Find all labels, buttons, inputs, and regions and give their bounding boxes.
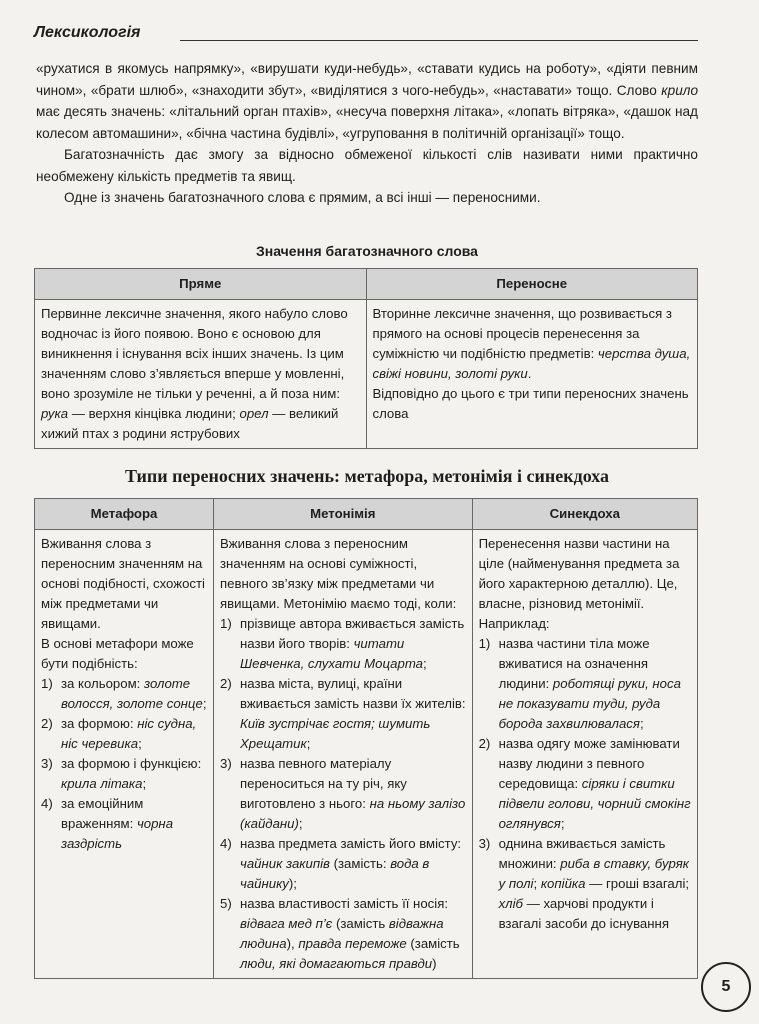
text-run: назва частини тіла може вживатися на означення людини: bbox=[498, 636, 650, 691]
intro-paragraph-2: Багатозначність дає змогу за відносно обмеженої кількості слів називати ними практично необмежену кількість предметів та явищ. bbox=[36, 147, 698, 184]
list-item bbox=[41, 794, 207, 854]
header-figurative: Переносне bbox=[366, 269, 698, 300]
example-text: сіряки і свитки підвели голови, чорний смокінг оглянувся bbox=[498, 776, 691, 831]
text-run: прізвище автора вживається замість назви його творів: bbox=[240, 616, 465, 651]
table2-title: Типи переносних значень: метафора, метонімія і синекдоха bbox=[124, 466, 610, 486]
cell-synecdoche bbox=[472, 530, 697, 979]
example-text: крило bbox=[661, 82, 698, 98]
item-number: 1) bbox=[220, 616, 232, 631]
text-run: ; bbox=[560, 816, 565, 831]
text-run: ; bbox=[138, 736, 142, 751]
list-item bbox=[220, 614, 466, 674]
item-number: 2) bbox=[41, 716, 53, 731]
text-run: назва одягу може замінювати назву людини з певного середовища: bbox=[498, 736, 680, 791]
metaphor-intro: Вживання слова з переносним значенням на основі подібності, схожості між предметами чи явищами. bbox=[41, 536, 205, 631]
list-item bbox=[220, 834, 466, 894]
cell-metaphor bbox=[35, 530, 214, 979]
header-metonymy: Метонімія bbox=[214, 499, 473, 530]
example-text: читати Шевченка, слухати Моцарта bbox=[240, 636, 424, 671]
example-text: крила літака bbox=[61, 776, 143, 791]
text-run: . bbox=[527, 366, 532, 381]
metonymy-intro: Вживання слова з переносним значенням на основі суміжності, певного зв’язку між предметами чи явищами. Метонімію маємо тоді, коли: bbox=[220, 536, 457, 611]
text-run: однина вживається замість множини: bbox=[498, 836, 666, 871]
list-item bbox=[220, 894, 466, 974]
example-text: риба в ставку, буряк у полі bbox=[498, 856, 689, 891]
intro-paragraph-1 bbox=[36, 58, 698, 144]
text-run: за кольором: bbox=[61, 676, 144, 691]
header-divider bbox=[180, 40, 698, 41]
intro-text bbox=[36, 58, 698, 209]
list-item bbox=[220, 754, 466, 834]
synecdoche-lead: Наприклад: bbox=[478, 616, 550, 631]
text-run: за формою: bbox=[61, 716, 138, 731]
cell-figurative bbox=[366, 300, 698, 449]
text-run: Вторинне лексичне значення, що розвивається з прямого на основі процесів перенесення за суміжністю чи подібністю предметів: bbox=[372, 306, 672, 361]
example-text: вода в чайнику bbox=[240, 856, 430, 891]
list-item bbox=[41, 674, 207, 714]
text-run: ); bbox=[288, 876, 297, 891]
list-item bbox=[220, 674, 466, 754]
list-item bbox=[41, 714, 207, 754]
cell-direct bbox=[35, 300, 367, 449]
text-run: ; bbox=[142, 776, 147, 791]
item-number: 2) bbox=[220, 676, 232, 691]
example-text: відважна людина bbox=[240, 916, 444, 951]
text-run: за емоційним враженням: bbox=[61, 796, 144, 831]
example-text: рука bbox=[41, 406, 69, 421]
meanings-table bbox=[34, 268, 698, 449]
list-item bbox=[479, 634, 691, 734]
text-run: — гроші взагалі; bbox=[585, 876, 690, 891]
item-number: 3) bbox=[220, 756, 232, 771]
list-item bbox=[479, 834, 691, 934]
figurative-text bbox=[373, 304, 692, 384]
cell-metonymy bbox=[214, 530, 473, 979]
table1-caption: Значення багатозначного слова bbox=[256, 243, 478, 259]
item-number: 3) bbox=[478, 836, 491, 851]
metaphor-list bbox=[41, 674, 207, 854]
metaphor-lead: В основі метафори може бути подібність: bbox=[41, 636, 194, 671]
synecdoche-list bbox=[479, 634, 691, 934]
text-run: ; bbox=[298, 816, 303, 831]
text-run: ), bbox=[286, 936, 299, 951]
header-synecdoche: Синекдоха bbox=[472, 499, 697, 530]
text-run: ; bbox=[533, 876, 541, 891]
example-text: хліб bbox=[498, 896, 523, 911]
text-run: ; bbox=[306, 736, 311, 751]
text-run: — харчові продукти і взагалі засоби до існування bbox=[498, 896, 669, 931]
figurative-types-table bbox=[34, 498, 698, 979]
metonymy-list bbox=[220, 614, 466, 974]
example-text: чайник закипів bbox=[240, 856, 330, 871]
text-run: (замість: bbox=[329, 856, 391, 871]
item-number: 2) bbox=[478, 736, 491, 751]
example-text: правда переможе bbox=[298, 936, 407, 951]
text-run: назва властивості замість її носія: bbox=[240, 896, 449, 911]
figurative-note: Відповідно до цього є три типи переносних значень слова bbox=[372, 386, 689, 421]
example-text: відвага мед п’є bbox=[240, 916, 333, 931]
text-run: — верхня кінцівка людини; bbox=[68, 406, 240, 421]
example-text: орел bbox=[239, 406, 269, 421]
synecdoche-intro: Перенесення назви частини на ціле (найменування предмета за його характерною деталлю). Це, власне, різновид метонімії. bbox=[478, 536, 680, 611]
text-run: ; bbox=[639, 716, 644, 731]
text-run: «рухатися в якомусь напрямку», «вирушати куди-небудь», «ставати кудись на роботу», «діяти певним чином», «брати шлюб», «знаходити збут», «виділятися з чого-небудь», «наставати» тощо. Слово bbox=[36, 61, 698, 98]
example-text: черства душа, свіжі новини, золоті руки bbox=[372, 346, 691, 381]
example-text: роботящі руки, носа не показувати туди, руда борода захвилювалася bbox=[498, 676, 681, 731]
page-header bbox=[30, 22, 698, 48]
text-run: за формою і функцією: bbox=[61, 756, 202, 771]
list-item bbox=[479, 734, 691, 834]
intro-paragraph-3: Одне із значень багатозначного слова є прямим, а всі інші — переносними. bbox=[64, 190, 541, 205]
item-number: 4) bbox=[41, 796, 53, 811]
item-number: 1) bbox=[41, 676, 53, 691]
text-run: Первинне лексичне значення, якого набуло слово водночас із його появою. Воно є основою для виникнення і існування всіх інших значень. Із цим значенням слово з’являється вперше у мовленні, воно зрозуміле не тільки у реченні, а й поза ним: bbox=[41, 306, 348, 401]
text-run: — великий хижий птах з родини яструбових bbox=[41, 406, 339, 441]
item-number: 4) bbox=[220, 836, 232, 851]
text-run: назва предмета замість його вмісту: bbox=[240, 836, 462, 851]
text-run: назва певного матеріалу переноситься на ту річ, яку виготовлено з нього: bbox=[240, 756, 407, 811]
direct-text bbox=[41, 306, 348, 441]
section-title: Лексикологія bbox=[34, 24, 141, 41]
item-number: 5) bbox=[220, 896, 232, 911]
text-run: назва міста, вулиці, країни вживається замість назви їх жителів: bbox=[240, 676, 466, 711]
example-text: люди, які домагаються правди bbox=[240, 956, 433, 971]
example-text: чорна заздрість bbox=[61, 816, 174, 851]
text-run: ; bbox=[202, 696, 207, 711]
text-run: має десять значень: «літальний орган птахів», «несуча поверхня літака», «лопать вітряка», «дашок над колесом автомашини», «бічна частина будівлі», «угруповання в політичній організації» тощо. bbox=[36, 104, 698, 141]
text-run: (замість bbox=[332, 916, 389, 931]
list-item bbox=[41, 754, 207, 794]
example-text: на ньому залізо (кайдани) bbox=[240, 796, 466, 831]
example-text: золоте волосся, золоте сонце bbox=[61, 676, 203, 711]
text-run: ; bbox=[423, 656, 427, 671]
item-number: 1) bbox=[478, 636, 491, 651]
header-direct: Пряме bbox=[35, 269, 367, 300]
example-text: Київ зустрічає гостя; шумить Хрещатик bbox=[240, 716, 431, 751]
text-run: ) bbox=[432, 956, 437, 971]
example-text: копійка bbox=[540, 876, 586, 891]
header-metaphor: Метафора bbox=[35, 499, 214, 530]
page-number: 5 bbox=[701, 962, 751, 1012]
item-number: 3) bbox=[41, 756, 53, 771]
example-text: ніс судна, ніс черевика bbox=[61, 716, 197, 751]
text-run: (замість bbox=[406, 936, 460, 951]
